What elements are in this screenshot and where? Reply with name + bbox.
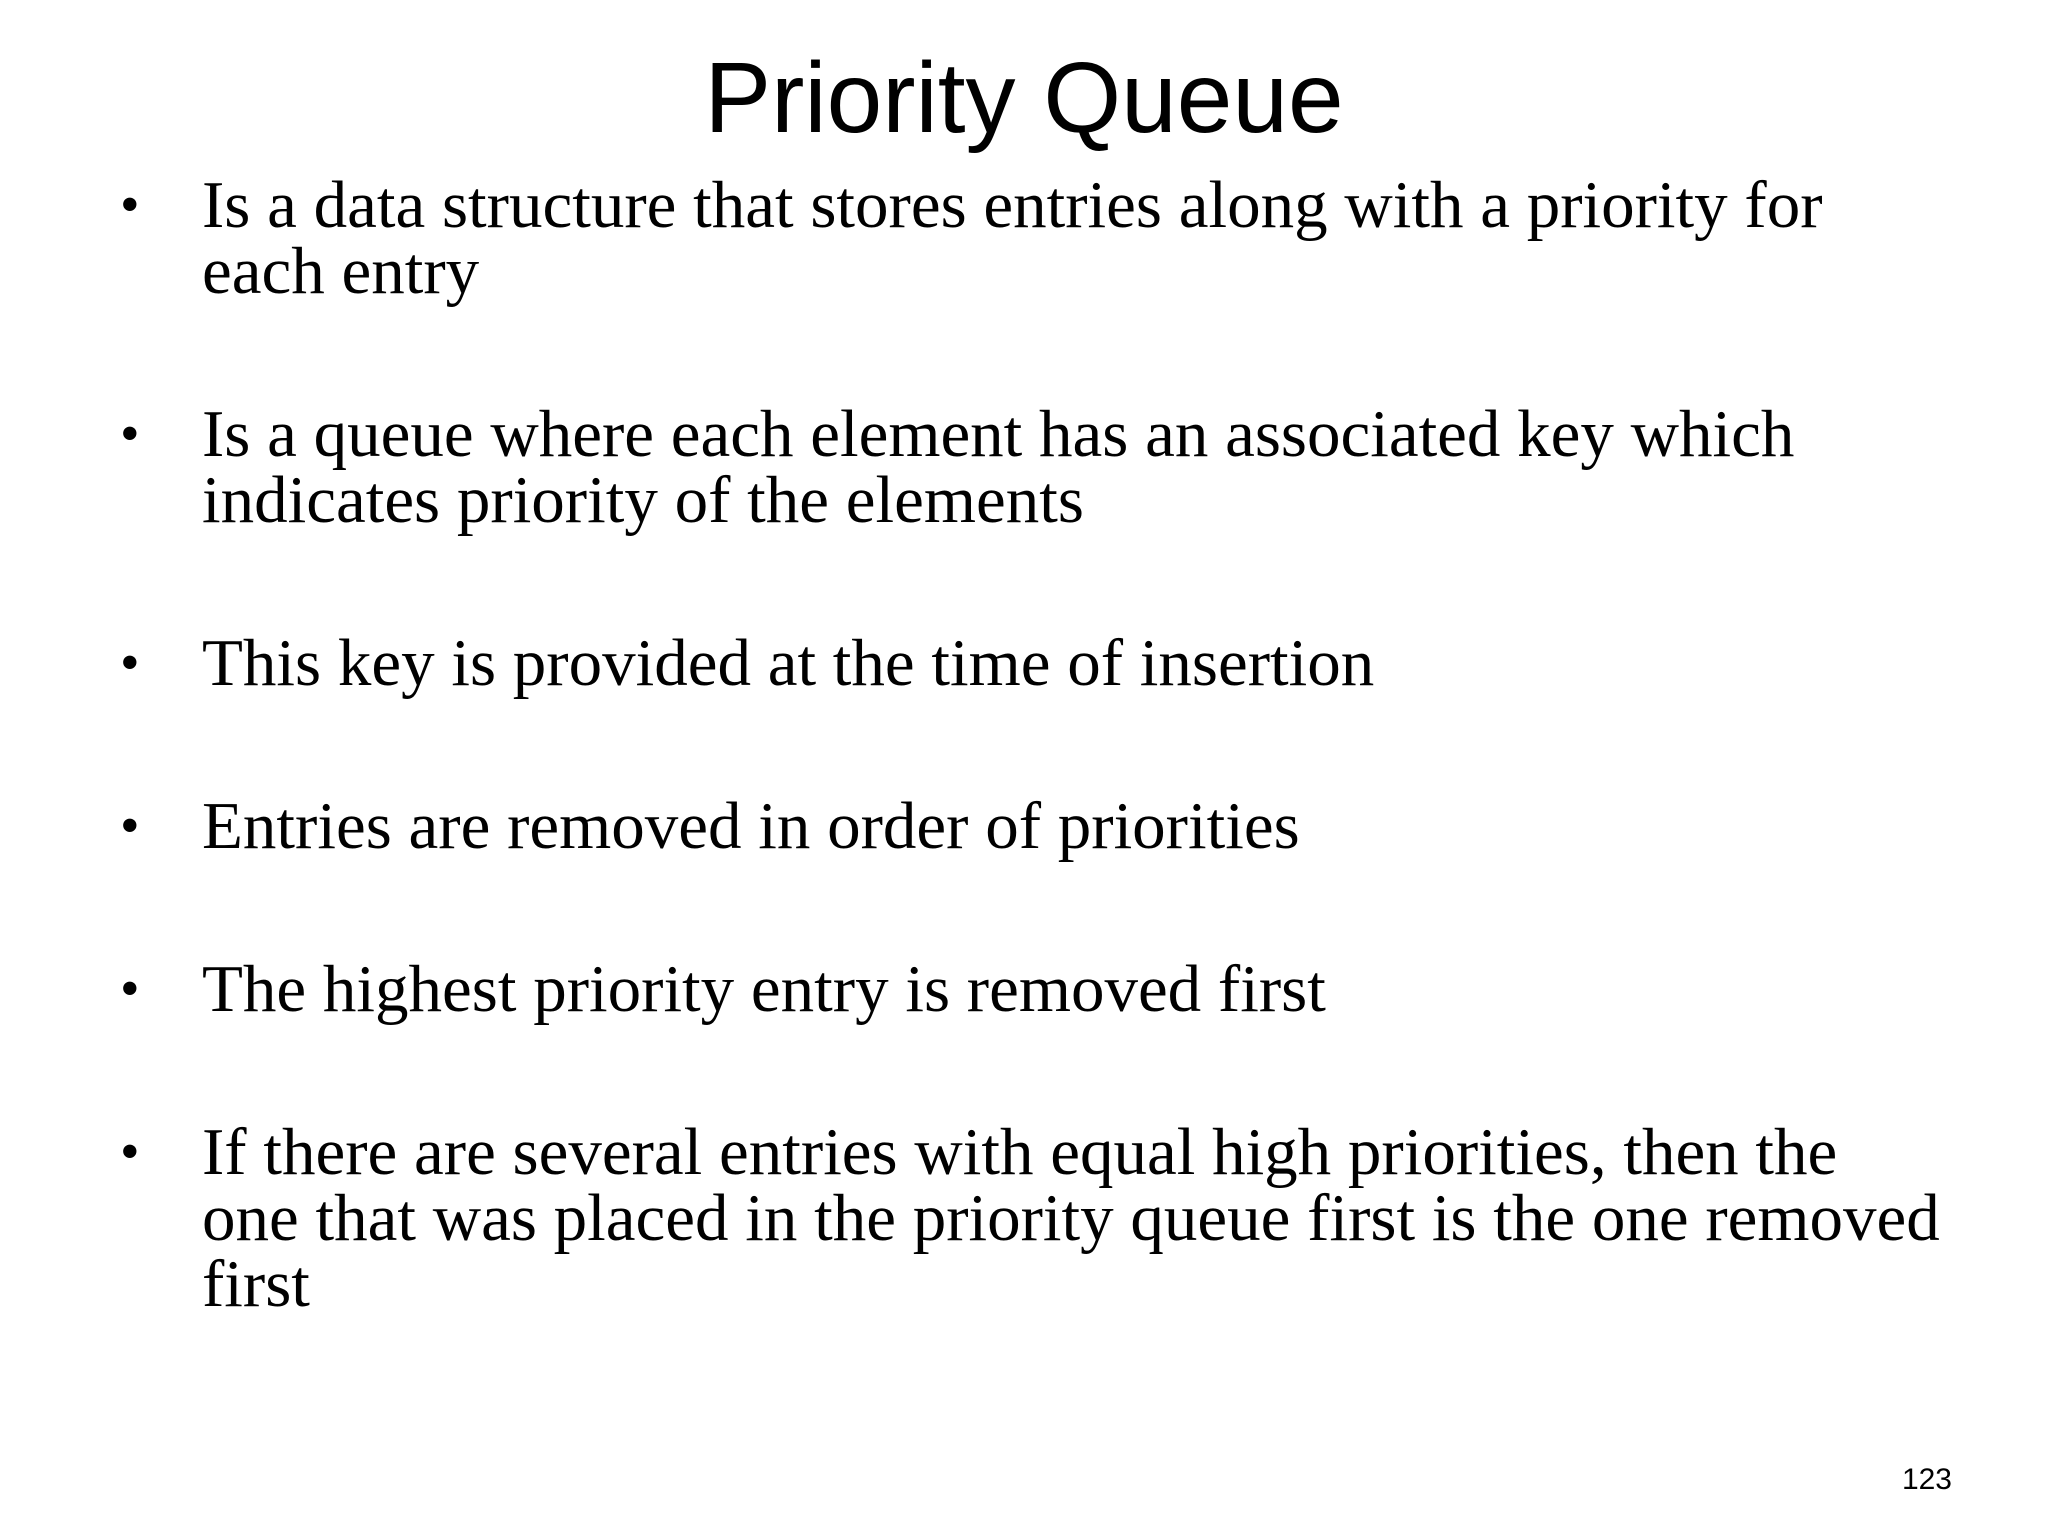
- bullet-icon: •: [120, 174, 140, 236]
- bullet-item: [120, 168, 1950, 308]
- bullet-icon: •: [120, 1121, 140, 1183]
- bullet-icon: •: [120, 403, 140, 465]
- bullet-icon: •: [120, 958, 140, 1020]
- bullet-icon: •: [120, 795, 140, 857]
- bullet-icon: •: [120, 632, 140, 694]
- bullet-text: The highest priority entry is removed first: [202, 952, 1326, 1026]
- slide-title: Priority Queue: [704, 42, 1344, 154]
- page-number: 123: [1901, 1463, 1952, 1496]
- bullet-item: [120, 626, 1950, 700]
- bullet-item: [120, 397, 1950, 537]
- bullet-text: Is a data structure that stores entries along with a priority for each entry: [202, 168, 1823, 308]
- bullet-item: [120, 1115, 1950, 1321]
- bullet-text: If there are several entries with equal high priorities, then the one that was placed in the priority queue first is the one removed first: [202, 1115, 1940, 1321]
- bullet-item: [120, 789, 1950, 863]
- bullet-text: Is a queue where each element has an associated key which indicates priority of the elements: [202, 397, 1795, 537]
- bullet-item: [120, 952, 1950, 1026]
- bullet-text: This key is provided at the time of insertion: [202, 626, 1375, 700]
- bullet-list: [120, 168, 1950, 1321]
- bullet-text: Entries are removed in order of priorities: [202, 789, 1300, 863]
